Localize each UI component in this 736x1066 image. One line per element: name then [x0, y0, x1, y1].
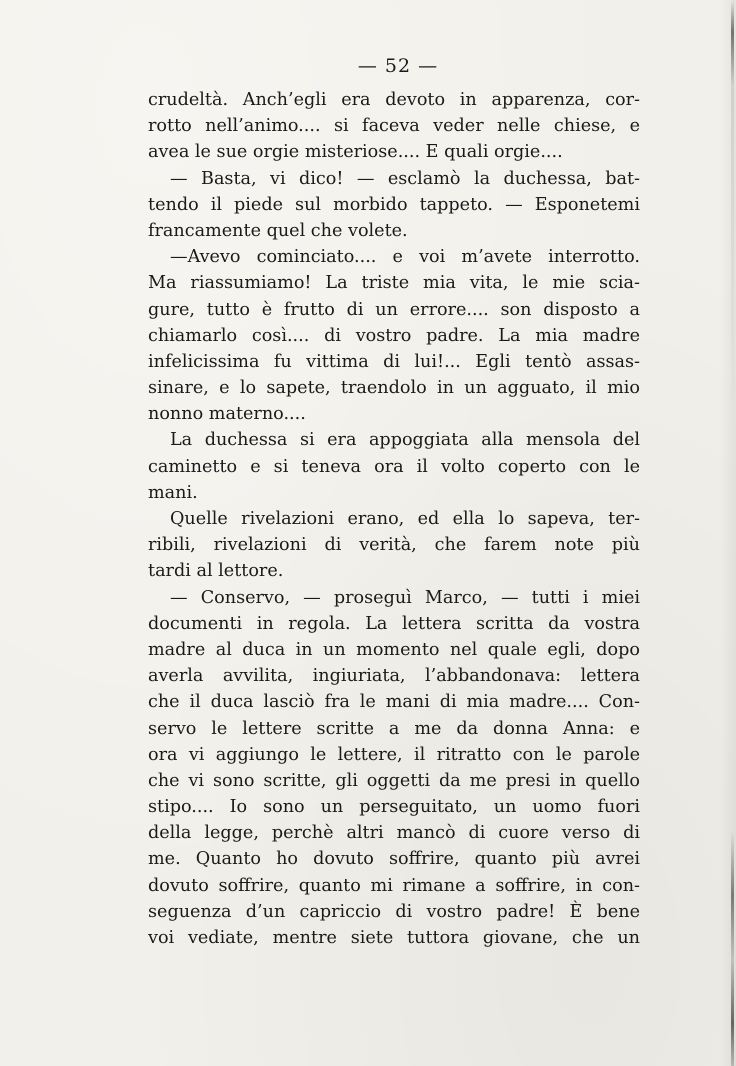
page-number: — 52 — — [357, 55, 439, 77]
text-line: ribili, rivelazioni di verità, che farem note più — [148, 535, 640, 556]
text-line: tardi al lettore. — [148, 561, 284, 582]
text-line: servo le lettere scritte a me da donna Anna: e — [148, 718, 640, 739]
text-line: Ma riassumiamo! La triste mia vita, le mie scia- — [148, 273, 640, 294]
text-line: dovuto soffrire, quanto mi rimane a soffrire, in con- — [148, 875, 640, 896]
text-line: me. Quanto ho dovuto soffrire, quanto più avrei — [148, 849, 640, 870]
text-line: caminetto e si teneva ora il volto coperto con le — [148, 456, 640, 477]
text-line: che vi sono scritte, gli oggetti da me presi in quello — [148, 770, 640, 791]
text-line: voi vediate, mentre siete tuttora giovane, che un — [148, 928, 640, 948]
text-line: avea le sue orgie misteriose.... E quali orgie.... — [148, 142, 563, 163]
text-line: stipo.... Io sono un perseguitato, un uomo fuori — [148, 797, 640, 818]
text-line: gure, tutto è frutto di un errore.... son disposto a — [148, 299, 640, 320]
page-edge-line — [731, 0, 734, 1066]
text-line: che il duca lasciò fra le mani di mia madre.... Con- — [148, 692, 640, 713]
text-line: francamente quel che volete. — [148, 220, 408, 241]
text-line: mani. — [148, 482, 198, 503]
text-line: infelicissima fu vittima di lui!... Egli tentò assas- — [148, 351, 640, 372]
text-line: chiamarlo così.... di vostro padre. La mia madre — [148, 325, 640, 346]
text-line: crudeltà. Anch’egli era devoto in apparenza, cor- — [148, 90, 640, 110]
text-line: —Avevo cominciato.... e voi m’avete interrotto. — [170, 247, 640, 268]
text-line: — Basta, vi dico! — esclamò la duchessa, bat- — [170, 168, 640, 189]
text-line: della legge, perchè altri mancò di cuore verso di — [148, 823, 640, 844]
text-line: — Conservo, — proseguì Marco, — tutti i miei — [170, 587, 640, 608]
text-line: seguenza d’un capriccio di vostro padre! È bene — [148, 901, 640, 922]
text-line: sinare, e lo sapete, traendolo in un agguato, il mio — [148, 378, 640, 399]
text-line: ora vi aggiungo le lettere, il ritratto con le parole — [148, 744, 640, 765]
body-text — [148, 87, 640, 951]
text-line: La duchessa si era appoggiata alla mensola del — [170, 430, 640, 451]
text-line: documenti in regola. La lettera scritta da vostra — [148, 613, 640, 634]
text-line: nonno materno.... — [148, 404, 306, 425]
text-line: madre al duca in un momento nel quale egli, dopo — [148, 639, 640, 660]
text-line: averla avvilita, ingiuriata, l’abbandonava: lettera — [148, 666, 640, 687]
text-line: tendo il piede sul morbido tappeto. — Esponetemi — [148, 194, 640, 215]
text-line: Quelle rivelazioni erano, ed ella lo sapeva, ter- — [170, 509, 640, 529]
text-line: rotto nell’animo.... si faceva veder nelle chiese, e — [148, 116, 640, 137]
